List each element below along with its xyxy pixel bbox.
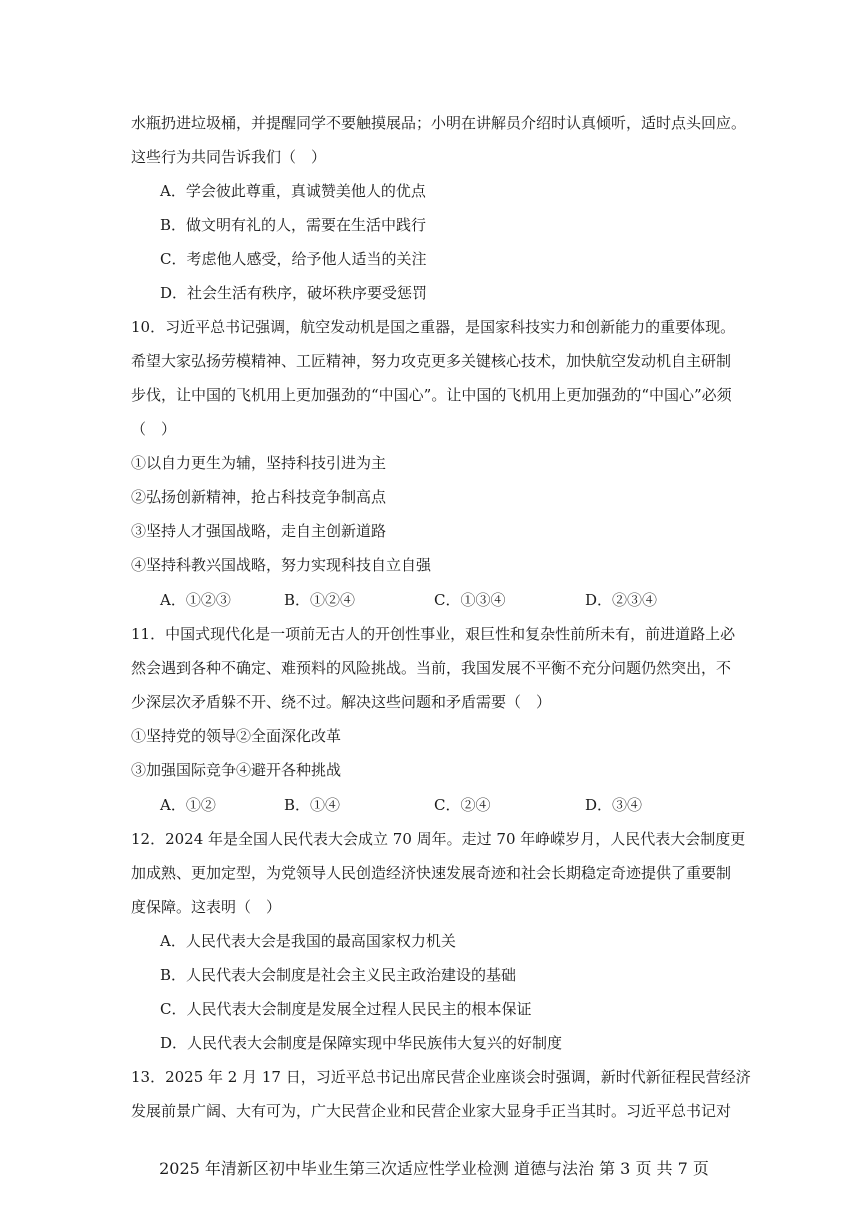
q11-statement-3-4: ③加强国际竞争④避开各种挑战	[131, 761, 342, 779]
page-footer: 2025 年清新区初中毕业生第三次适应性学业检测 道德与法治 第 3 页 共 7 页	[159, 1159, 709, 1178]
q9-option-c: C．考虑他人感受，给予他人适当的关注	[160, 250, 427, 268]
q12-option-c: C．人民代表大会制度是发展全过程人民民主的根本保证	[160, 1000, 532, 1018]
q12-stem-line-1: 12．2024 年是全国人民代表大会成立 70 周年。走过 70 年峥嵘岁月，人民代表大会制度更	[131, 830, 746, 848]
q12-stem-line-2: 加成熟、更加定型，为党领导人民创造经济快速发展奇迹和社会长期稳定奇迹提供了重要制	[131, 864, 732, 882]
q10-statement-2: ②弘扬创新精神，抢占科技竞争制高点	[131, 488, 387, 506]
q10-option-d: D．②③④	[585, 591, 658, 609]
q11-stem-line-3: 少深层次矛盾躲不开、绕不过。解决这些问题和矛盾需要（ ）	[131, 693, 552, 711]
q10-stem-line-3: 步伐，让中国的飞机用上更加强劲的“中国心”。让中国的飞机用上更加强劲的“中国心”必须	[131, 386, 732, 404]
q10-option-a: A．①②③	[160, 591, 231, 609]
q9-option-b: B．做文明有礼的人，需要在生活中践行	[160, 216, 427, 234]
q9-option-a: A．学会彼此尊重，真诚赞美他人的优点	[160, 182, 426, 200]
q12-option-a: A．人民代表大会是我国的最高国家权力机关	[160, 932, 456, 950]
q9-stem-line-2: 这些行为共同告诉我们（ ）	[131, 148, 327, 166]
q13-stem-line-2: 发展前景广阔、大有可为，广大民营企业和民营企业家大显身手正当其时。习近平总书记对	[131, 1102, 732, 1120]
q12-stem-line-3: 度保障。这表明（ ）	[131, 898, 282, 916]
q10-stem-line-1: 10．习近平总书记强调，航空发动机是国之重器，是国家科技实力和创新能力的重要体现。	[131, 318, 736, 336]
q11-stem-line-1: 11．中国式现代化是一项前无古人的开创性事业，艰巨性和复杂性前所未有，前进道路上必	[131, 625, 736, 643]
q10-option-b: B．①②④	[284, 591, 356, 609]
q11-option-c: C．②④	[434, 796, 491, 814]
q11-statement-1-2: ①坚持党的领导②全面深化改革	[131, 727, 342, 745]
q12-option-d: D．人民代表大会制度是保障实现中华民族伟大复兴的好制度	[160, 1034, 563, 1052]
q13-stem-line-1: 13．2025 年 2 月 17 日，习近平总书记出席民营企业座谈会时强调，新时代新征程民营经济	[131, 1068, 751, 1086]
q10-statement-3: ③坚持人才强国战略，走自主创新道路	[131, 522, 387, 540]
q10-statement-1: ①以自力更生为辅，坚持科技引进为主	[131, 454, 387, 472]
q12-option-b: B．人民代表大会制度是社会主义民主政治建设的基础	[160, 966, 517, 984]
q10-option-c: C．①③④	[434, 591, 506, 609]
q11-stem-line-2: 然会遇到各种不确定、难预料的风险挑战。当前，我国发展不平衡不充分问题仍然突出，不	[131, 659, 732, 677]
q10-statement-4: ④坚持科教兴国战略，努力实现科技自立自强	[131, 556, 432, 574]
q10-stem-line-4: （ ）	[131, 420, 177, 438]
q11-option-d: D．③④	[585, 796, 643, 814]
q9-option-d: D．社会生活有秩序，破坏秩序要受惩罚	[160, 284, 428, 302]
q11-option-a: A．①②	[160, 796, 216, 814]
q9-stem-line-1: 水瓶扔进垃圾桶，并提醒同学不要触摸展品；小明在讲解员介绍时认真倾听，适时点头回应。	[131, 114, 747, 132]
q10-stem-line-2: 希望大家弘扬劳模精神、工匠精神，努力攻克更多关键核心技术，加快航空发动机自主研制	[131, 352, 732, 370]
q11-option-b: B．①④	[284, 796, 341, 814]
